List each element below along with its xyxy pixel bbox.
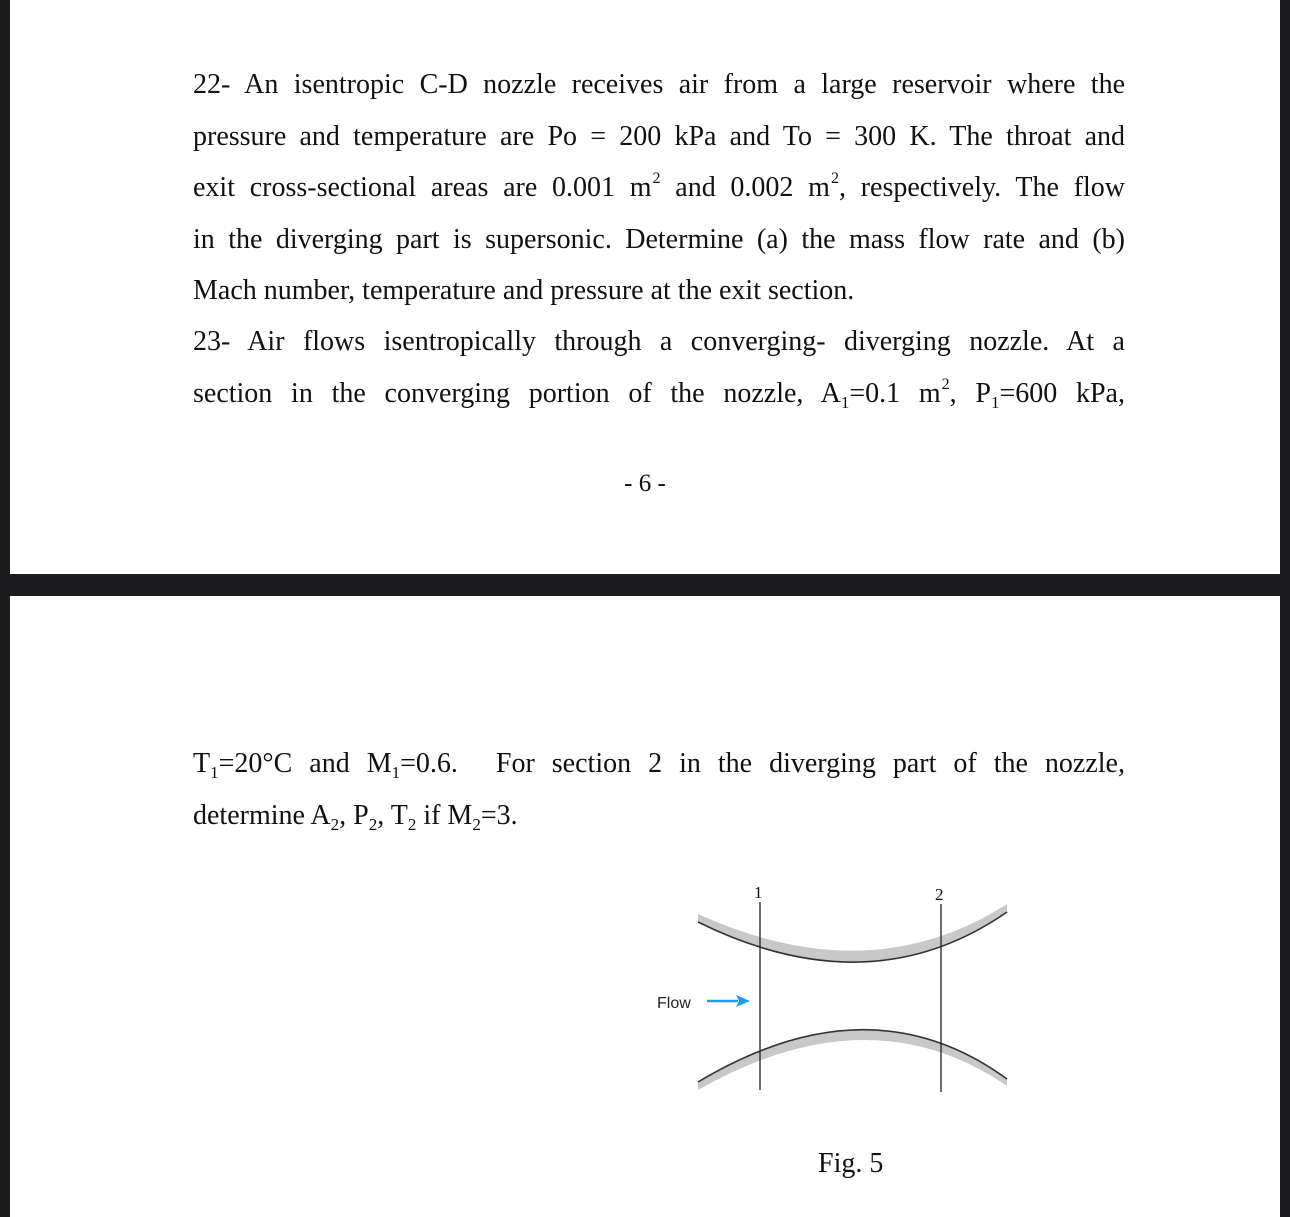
document-page-6 — [10, 0, 1280, 574]
problem-22-line-2: pressure and temperature are Po = 200 kPa and To = 300 K. The throat and — [193, 120, 1125, 152]
problem-22-line-4: in the diverging part is supersonic. Determine (a) the mass flow rate and (b) — [193, 223, 1125, 255]
section-1-label: 1 — [754, 883, 763, 902]
problem-23-line-4: determine $A_2$, $P_2$, $T_2$ if $M_2=3$. — [193, 799, 518, 834]
problem-23-line-1: 23- Air flows isentropically through a converging- diverging nozzle. At a — [193, 326, 1125, 357]
upper-wall-band — [698, 904, 1007, 962]
flow-arrow-icon — [736, 995, 750, 1007]
problem-22-line-5: Mach number, temperature and pressure at the exit section. — [193, 275, 855, 306]
section-2-label: 2 — [935, 885, 944, 904]
problem-23-line-3: $T_1=20^\circ C$ and $M_1=0.6$. For section 2 in the diverging part of the nozzle, — [193, 748, 1125, 782]
problem-22 — [193, 59, 1125, 317]
problem-23 — [193, 316, 1125, 419]
page-number: - 6 - — [624, 470, 666, 497]
problem-22-line-3: exit cross-sectional areas are 0.001 $m^2$ and 0.002 $m^2$, respectively. The flow — [193, 170, 1125, 203]
problem-23-line-2: section in the converging portion of the nozzle, $A_1=0.1$ $m^2$, $P_1=600$ kPa, — [193, 375, 1125, 412]
problem-22-line-1: 22- An isentropic C-D nozzle receives air from a large reservoir where the — [193, 69, 1125, 100]
figure-caption: Fig. 5 — [818, 1148, 884, 1179]
problem-23-continued — [193, 738, 1125, 841]
nozzle-figure — [640, 882, 1020, 1192]
flow-label: Flow — [657, 995, 691, 1012]
lower-wall-band — [698, 1030, 1007, 1090]
document-page-7 — [10, 596, 1280, 1217]
